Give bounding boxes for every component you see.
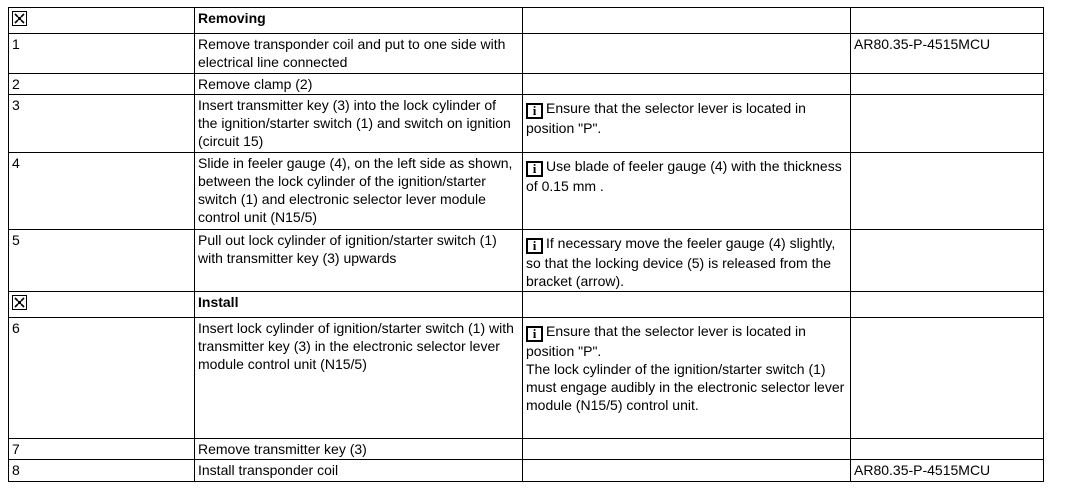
step-text: Remove clamp (2) bbox=[195, 74, 523, 95]
step-row bbox=[9, 318, 1044, 439]
step-number: 8 bbox=[9, 460, 195, 482]
step-reference-link[interactable]: AR80.35-P-4515MCU bbox=[851, 460, 1044, 482]
step-row bbox=[9, 34, 1044, 74]
step-text: Remove transponder coil and put to one side with electrical line connected bbox=[195, 34, 523, 74]
info-icon: i bbox=[526, 161, 543, 177]
step-number: 6 bbox=[9, 318, 195, 439]
step-number: 4 bbox=[9, 153, 195, 230]
section-heading-row bbox=[9, 292, 1044, 318]
empty-cell bbox=[523, 8, 851, 34]
step-reference bbox=[851, 95, 1044, 153]
section-title: Install bbox=[195, 292, 523, 318]
empty-cell bbox=[523, 292, 851, 318]
step-note: Ensure that the selector lever is located in position "P". The lock cylinder of the ignition/starter switch (1) must engage audibly in the electronic selector lever module (N15/5) control unit. bbox=[526, 323, 845, 413]
step-text: Insert lock cylinder of ignition/starter switch (1) with transmitter key (3) in the electronic selector lever module control unit (N15/5) bbox=[195, 318, 523, 439]
step-number: 2 bbox=[9, 74, 195, 95]
empty-cell bbox=[851, 292, 1044, 318]
empty-cell bbox=[851, 8, 1044, 34]
step-text: Install transponder coil bbox=[195, 460, 523, 482]
step-row bbox=[9, 95, 1044, 153]
step-row bbox=[9, 74, 1044, 95]
info-icon: i bbox=[526, 103, 543, 119]
step-note bbox=[523, 439, 851, 460]
section-heading-row bbox=[9, 8, 1044, 34]
step-note-cell bbox=[523, 153, 851, 230]
step-row bbox=[9, 230, 1044, 292]
step-row bbox=[9, 153, 1044, 230]
step-reference bbox=[851, 230, 1044, 292]
step-text: Insert transmitter key (3) into the lock cylinder of the ignition/starter switch (1) and switch on ignition (circuit 15) bbox=[195, 95, 523, 153]
procedure-table bbox=[8, 7, 1044, 482]
info-icon: i bbox=[526, 326, 543, 342]
step-text: Remove transmitter key (3) bbox=[195, 439, 523, 460]
info-icon: i bbox=[526, 238, 543, 254]
step-text: Pull out lock cylinder of ignition/starter switch (1) with transmitter key (3) upwards bbox=[195, 230, 523, 292]
step-reference bbox=[851, 153, 1044, 230]
step-reference bbox=[851, 439, 1044, 460]
step-note bbox=[523, 74, 851, 95]
step-reference bbox=[851, 74, 1044, 95]
step-note-cell bbox=[523, 230, 851, 292]
step-note-cell bbox=[523, 318, 851, 439]
step-number: 1 bbox=[9, 34, 195, 74]
step-note bbox=[523, 460, 851, 482]
step-note: If necessary move the feeler gauge (4) slightly, so that the locking device (5) is released from the bracket (arrow). bbox=[526, 235, 836, 289]
section-title: Removing bbox=[195, 8, 523, 34]
step-note: Ensure that the selector lever is located in position "P". bbox=[526, 100, 806, 136]
step-note bbox=[523, 34, 851, 74]
step-text: Slide in feeler gauge (4), on the left side as shown, between the lock cylinder of the ignition/starter switch (1) and electronic selector lever module control unit (N15/5) bbox=[195, 153, 523, 230]
wrench-grid-icon bbox=[12, 295, 27, 310]
step-number: 3 bbox=[9, 95, 195, 153]
wrench-grid-icon bbox=[12, 11, 27, 26]
step-number: 5 bbox=[9, 230, 195, 292]
step-note-cell bbox=[523, 95, 851, 153]
procedure-body bbox=[9, 8, 1044, 482]
step-row bbox=[9, 460, 1044, 482]
heading-icon-cell bbox=[9, 8, 195, 34]
heading-icon-cell bbox=[9, 292, 195, 318]
step-reference bbox=[851, 318, 1044, 439]
step-reference-link[interactable]: AR80.35-P-4515MCU bbox=[851, 34, 1044, 74]
step-note: Use blade of feeler gauge (4) with the thickness of 0.15 mm . bbox=[526, 158, 842, 194]
step-row bbox=[9, 439, 1044, 460]
step-number: 7 bbox=[9, 439, 195, 460]
